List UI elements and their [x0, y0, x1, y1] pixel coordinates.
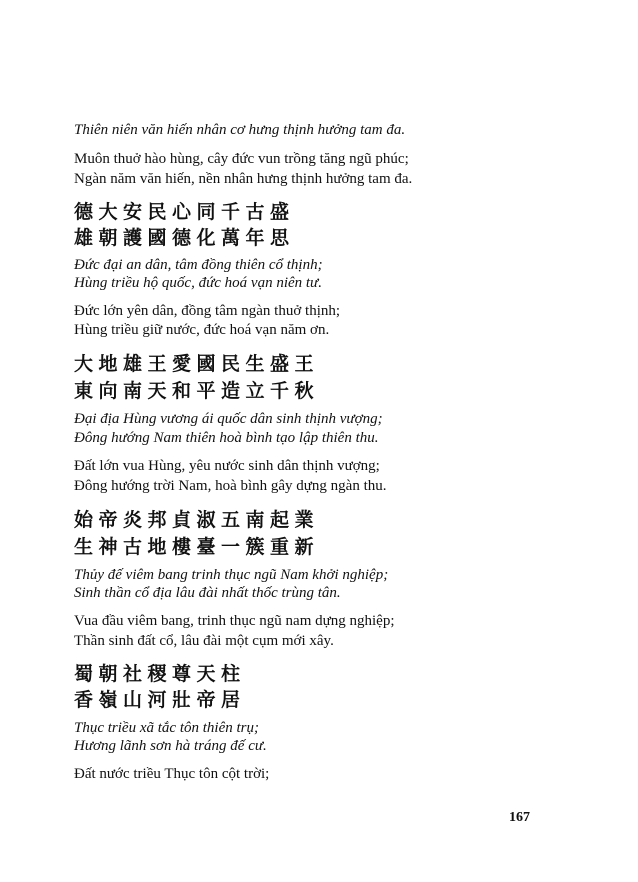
han-nom-line: 大地雄王愛國民生盛王: [74, 353, 320, 375]
han-nom-line: 始帝炎邦貞淑五南起業: [74, 509, 320, 531]
text-line: Thiên niên văn hiến nhân cơ hưng thịnh hưởng tam đa.: [74, 122, 406, 138]
text-line: Thủy đế viêm bang trinh thục ngũ Nam khởi nghiệp;: [74, 567, 389, 583]
han-nom-line: 蜀朝社稷尊天柱: [74, 663, 246, 685]
text-line: Sinh thần cổ địa lâu đài nhất thốc trùng tân.: [74, 585, 341, 601]
text-line: Hùng triều hộ quốc, đức hoá vạn niên tư.: [74, 275, 322, 291]
han-nom-line: 雄朝護國德化萬年思: [74, 227, 295, 249]
han-nom-line: 生神古地樓臺一簇重新: [74, 536, 320, 558]
text-line: Hương lãnh sơn hà tráng đế cư.: [74, 738, 267, 754]
text-line: Đức đại an dân, tâm đồng thiên cổ thịnh;: [74, 257, 323, 273]
page-number: 167: [509, 810, 530, 825]
text-line: Thục triều xã tắc tôn thiên trụ;: [74, 720, 259, 736]
text-line: Ngàn năm văn hiến, nền nhân hưng thịnh hưởng tam đa.: [74, 171, 413, 187]
text-line: Vua đầu viêm bang, trinh thục ngũ nam dựng nghiệp;: [74, 613, 395, 629]
text-line: Đại địa Hùng vương ái quốc dân sinh thịnh vượng;: [74, 411, 383, 427]
text-line: Đông hướng trời Nam, hoà bình gây dựng ngàn thu.: [74, 478, 387, 494]
text-line: Muôn thuở hào hùng, cây đức vun trồng tăng ngũ phúc;: [74, 151, 409, 167]
text-line: Đất nước triều Thục tôn cột trời;: [74, 766, 270, 782]
han-nom-line: 香嶺山河壯帝居: [74, 689, 246, 711]
text-line: Đất lớn vua Hùng, yêu nước sinh dân thịnh vượng;: [74, 458, 380, 474]
text-line: Hùng triều giữ nước, đức hoá vạn năm ơn.: [74, 322, 330, 338]
han-nom-line: 東向南天和平造立千秋: [74, 380, 320, 402]
text-line: Đức lớn yên dân, đồng tâm ngàn thuở thịnh;: [74, 303, 341, 319]
text-line: Thần sinh đất cổ, lâu đài một cụm mới xây.: [74, 633, 334, 649]
han-nom-line: 德大安民心同千古盛: [74, 201, 295, 223]
text-line: Đông hướng Nam thiên hoà bình tạo lập thiên thu.: [74, 430, 379, 446]
